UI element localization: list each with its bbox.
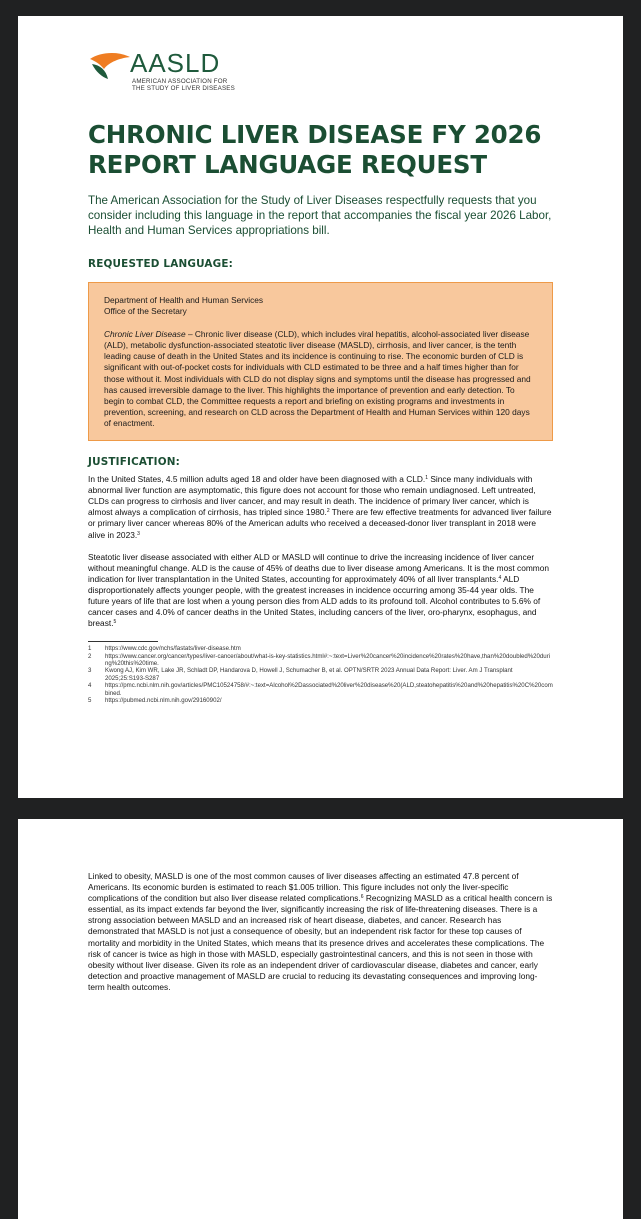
footnote-item (88, 697, 553, 704)
document-page-2 (18, 819, 623, 1219)
page-title (88, 120, 553, 180)
requested-language-heading: REQUESTED LANGUAGE: (88, 258, 234, 270)
text-run: Since many individuals with abnormal liver function are asymptomatic, this figure does not account for those who remain undiagnosed. Left untreated, CLDs can progress to cirrhosis and liver cancer, and may result in death. The incidence of primary liver cancer, which is almost always a complication of cirrhosis, has tripled since 1980. (88, 474, 536, 518)
text-run: In the United States, 4.5 million adults aged 18 and older have been diagnosed with a CLD. (88, 474, 426, 485)
liver-leaf-logo-icon (88, 51, 132, 81)
request-body: – Chronic liver disease (CLD), which includes viral hepatitis, alcohol-associated liver disease (ALD), metabolic dysfunction-associated steatotic liver disease (MASLD), cirrhosis, and liver cancer, is the tenth leading cause of death in the United States and its incidence is continuing to rise. The economic burden of CLD is significant with out-of-pocket costs for individuals with CLD estimated to be three and a half times higher than for those without it. Most individuals with CLD do not display signs and symptoms until the disease has progressed and has caused irreversible damage to the liver. This highlights the importance of prevention and early detection. To begin to combat CLD, the Committee requests a report and briefing on existing programs and investments in prevention, screening, and research on CLD across the Department of Health and Human Services within 120 days of enactment. (104, 329, 531, 428)
footnote-ref-5[interactable]: 5 (113, 619, 117, 626)
footnote-link[interactable]: https://pmc.ncbi.nlm.nih.gov/articles/PMC10524758/#:~:text=Alcohol%2Dassociated%20liver%20disease%20(ALD,steatohepatitis%20and%20hepatitis%20C%20combined. (105, 682, 553, 697)
request-paragraph (104, 329, 537, 429)
footnote-number: 5 (88, 697, 92, 705)
masld-paragraph (88, 871, 553, 993)
footnote-number: 1 (88, 645, 92, 653)
logo-wordmark: AASLD (130, 48, 221, 78)
department-block (104, 295, 537, 317)
footnote-citation: Kwong AJ, Kim WR, Lake JR, Schladt DP, Handarova D, Howell J, Schumacher B, et al. OPTN/SRTR 2023 Annual Data Report: Liver. Am J Transplant 2025;25:S193-S287 (105, 667, 513, 682)
text-run: Recognizing MASLD as a critical health concern is essential, as its impact extends far beyond the liver, significantly increasing the risk of life-threatening diseases. There is a strong association between MASLD and an increased risk of heart disease, diabetes, and cancer. Research has demonstrated that MASLD is not just a consequence of obesity, but an independent risk factor for these top causes of mortality and morbidity in the United States, which means that its presence drives and accelerates these complications. The risk of cancer is twice as high in those with MASLD, especially gastrointestinal cancers, and this is not seen in those with obesity without liver disease. Given its role as an independent driver of cardiovascular disease, diabetes and cancer, early detection and proactive management of MASLD are crucial to reducing its devastating consequences and improving long-term health outcomes. (88, 893, 553, 992)
title-line-1: CHRONIC LIVER DISEASE FY 2026 (88, 120, 542, 149)
intro-paragraph: The American Association for the Study of Liver Diseases respectfully requests that you consider including this language in the report that accompanies the fiscal year 2026 Labor, Health and Human Services appropriations bill. (88, 194, 552, 237)
footnote-link[interactable]: https://www.cdc.gov/nchs/fastats/liver-disease.htm (105, 645, 241, 653)
footnote-ref-1[interactable]: 1 (425, 475, 428, 482)
request-lead-italic: Chronic Liver Disease (104, 329, 186, 340)
footnote-item (88, 645, 553, 652)
footnote-link[interactable]: https://www.cancer.org/cancer/types/liver-cancer/about/what-is-key-statistics.html#:~:text=Liver%20cancer%20incidence%20rates%20have,than%20doubled%20during%20this%20time. (105, 652, 551, 668)
footnote-divider (88, 641, 158, 642)
footnote-number: 3 (88, 667, 92, 675)
footnotes (88, 645, 553, 704)
text-run: There are few effective treatments for advanced liver failure or primary liver cancer whereas 80% of the American adults who received a deceased-donor liver transplant in 2018 were alive in 2023. (88, 507, 552, 540)
text-run: Steatotic liver disease associated with either ALD or MASLD will continue to drive the increasing incidence of liver cancer without meaningful change. ALD is the cause of 45% of deaths due to liver disease among Americans. It is the most common indication for liver transplantation in the United States, accounting for approximately 40% of all liver transplants. (88, 551, 550, 584)
justification-paragraph-2 (88, 552, 553, 630)
footnote-number: 4 (88, 682, 92, 690)
footnote-ref-2[interactable]: 2 (326, 508, 330, 515)
document-page-1 (18, 16, 623, 798)
footnote-number: 2 (88, 652, 92, 660)
footnote-item (88, 653, 553, 668)
logo-subtitle-line-1: AMERICAN ASSOCIATION FOR (132, 78, 228, 85)
text-run: Linked to obesity, MASLD is one of the most common causes of liver diseases affecting an estimated 47.8 percent of Americans. Its economic burden is estimated to reach $1.005 trillion. This figure includes not only the liver-specific complications of the condition but also liver disease related complications. (88, 871, 519, 904)
logo-subtitle-line-2: THE STUDY OF LIVER DISEASES (132, 85, 235, 92)
text-run: ALD disproportionately affects younger people, with the greatest increases in incidence occurring among 35-44 year olds. The future years of life that are lost when a young person dies from ALD adds to its profound toll. Alcohol contributes to 5.6% of cancer cases and 4.0% of cancer deaths in the United States, including cancers of the liver, oro-pharynx, esophagus, and breast. (88, 573, 541, 629)
office-name: Office of the Secretary (104, 306, 187, 317)
department-name: Department of Health and Human Services (104, 295, 264, 305)
justification-heading: JUSTIFICATION: (88, 456, 181, 469)
justification-paragraph-1 (88, 474, 553, 541)
requested-language-box (88, 282, 553, 441)
footnote-item (88, 682, 553, 697)
footnote-ref-6[interactable]: 6 (360, 894, 364, 901)
footnote-ref-4[interactable]: 4 (498, 574, 502, 581)
title-line-2: REPORT LANGUAGE REQUEST (88, 150, 487, 179)
footnote-item (88, 667, 553, 682)
footnote-ref-3[interactable]: 3 (137, 530, 140, 537)
footnote-link[interactable]: https://pubmed.ncbi.nlm.nih.gov/29160902/ (105, 697, 222, 705)
aasld-logo (88, 48, 553, 108)
